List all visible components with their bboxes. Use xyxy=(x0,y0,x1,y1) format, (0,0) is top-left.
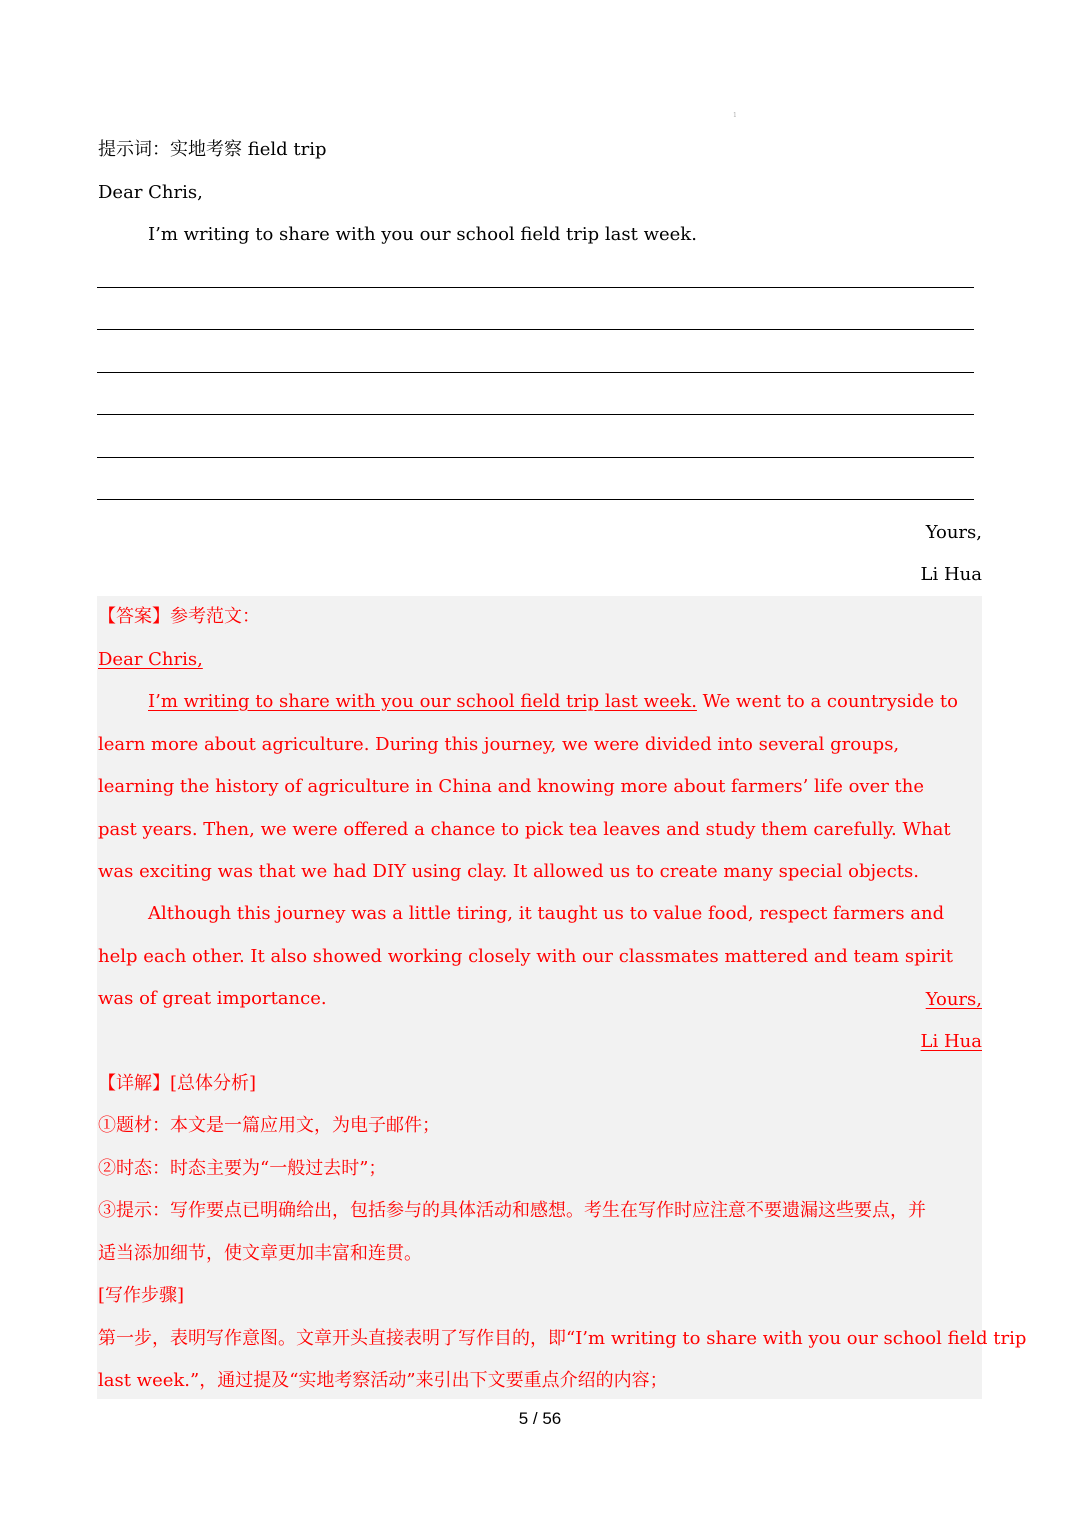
analysis-item-3-line-2: 适当添加细节，使文章更加丰富和连贯。 xyxy=(98,1243,422,1264)
prompt-opening: I’m writing to share with you our school field trip last week. xyxy=(148,224,697,245)
answer-opening-sentence: I’m writing to share with you our school field trip last week. xyxy=(148,691,697,712)
analysis-item-1: ①题材：本文是一篇应用文，为电子邮件； xyxy=(98,1115,440,1136)
answer-paragraph-1 xyxy=(98,681,960,894)
answer-paragraph-1-body: We went to a countryside to learn more about agriculture. During this journey, we were divided into several groups, learning the history of agriculture in China and knowing more about farmers’ life over the past years. Then, we were offered a chance to pick tea leaves and study them carefully. What was exciting was that we had DIY using clay. It allowed us to create many special objects. xyxy=(98,691,958,882)
answer-closing: Yours, xyxy=(925,989,982,1010)
prompt-greeting: Dear Chris, xyxy=(98,182,203,203)
step-1-line-2: last week.”，通过提及“实地考察活动”来引出下文要重点介绍的内容； xyxy=(98,1370,668,1391)
writing-line xyxy=(97,372,974,373)
writing-line xyxy=(97,329,974,330)
answer-heading: 【答案】参考范文： xyxy=(98,606,260,627)
analysis-heading xyxy=(98,1072,256,1096)
writing-line xyxy=(97,414,974,415)
writing-line xyxy=(97,499,974,500)
analysis-item-2: ②时态：时态主要为“一般过去时”； xyxy=(98,1158,387,1179)
writing-line xyxy=(97,457,974,458)
answer-paragraph-2-body: Although this journey was a little tiring, it taught us to value food, respect farmers and help each other. It also showed working closely with our classmates mattered and team spirit was of great importance. xyxy=(98,903,953,1009)
writing-line xyxy=(97,287,974,288)
hint-line: 提示词：实地考察 field trip xyxy=(98,139,327,160)
page-number: 5 / 56 xyxy=(518,1409,562,1428)
analysis-item-3-line-1: ③提示：写作要点已明确给出，包括参与的具体活动和感想。考生在写作时应注意不要遗漏这些要点，并 xyxy=(98,1200,926,1221)
analysis-heading-rest: [总体分析] xyxy=(170,1073,257,1094)
header-mark: 1 xyxy=(733,112,737,119)
answer-signature: Li Hua xyxy=(920,1031,982,1052)
writing-steps-heading: [写作步骤] xyxy=(98,1285,185,1306)
answer-greeting: Dear Chris, xyxy=(98,649,203,670)
analysis-heading-bracket: 【详解】 xyxy=(98,1073,170,1094)
step-1-line-1: 第一步，表明写作意图。文章开头直接表明了写作目的，即“I’m writing to share with you our school field trip xyxy=(98,1328,1027,1349)
prompt-closing: Yours, xyxy=(925,522,982,543)
answer-paragraph-2 xyxy=(98,893,960,1021)
prompt-signature: Li Hua xyxy=(920,564,982,585)
